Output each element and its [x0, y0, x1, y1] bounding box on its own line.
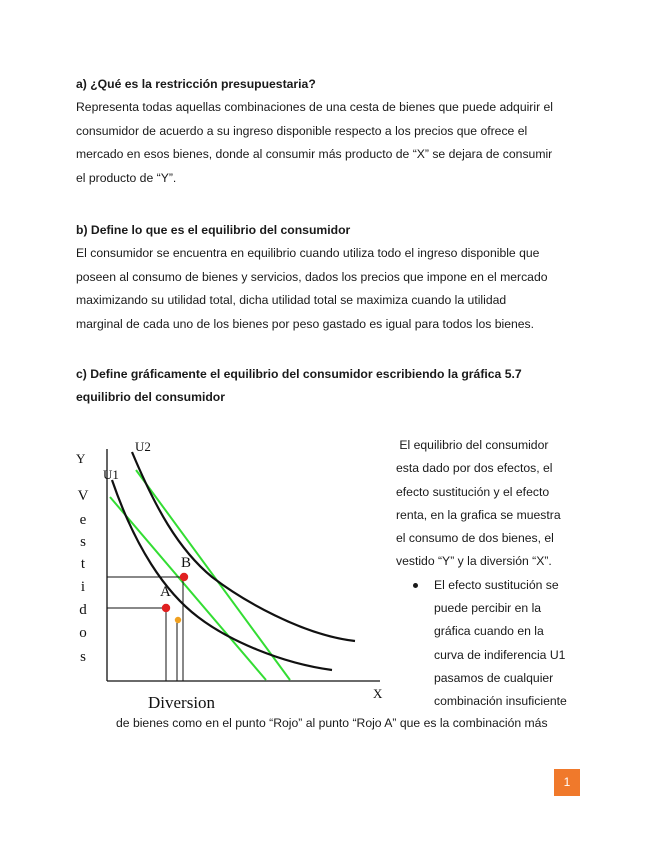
side-line: El equilibrio del consumidor — [396, 438, 549, 452]
y-label-letter: s — [80, 649, 86, 665]
bullet-item — [396, 574, 596, 714]
u2-curve — [132, 452, 355, 641]
section-a — [76, 73, 586, 190]
section-a-line: Representa todas aquellas combinaciones de una cesta de bienes que puede adquirir el — [76, 100, 553, 114]
side-line: esta dado por dos efectos, el — [396, 461, 553, 476]
bullet-line: gráfica cuando en la — [434, 624, 544, 639]
side-line: vestido “Y” y la diversión “X”. — [396, 554, 552, 569]
section-a-line: consumidor de acuerdo a su ingreso disponible respecto a los precios que ofrece el — [76, 123, 528, 138]
bullet-line: pasamos de cualquier — [434, 670, 554, 685]
section-b-line: marginal de cada uno de los bienes por peso gastado es igual para todos los bienes. — [76, 316, 535, 331]
side-line: el consumo de dos bienes, el — [396, 531, 554, 546]
bullet-line: curva de indiferencia U1 — [434, 647, 566, 662]
section-c-heading-line: equilibrio del consumidor — [76, 390, 225, 404]
section-c-heading-line: c) Define gráficamente el equilibrio del consumidor escribiendo la gráfica 5.7 — [76, 367, 522, 381]
bullet-line: combinación insuficiente — [434, 694, 567, 709]
bullet-line: puede percibir en la — [434, 601, 542, 616]
page-number-badge: 1 — [554, 769, 580, 796]
section-b-line: maximizando su utilidad total, dicha utilidad total se maximiza cuando la utilidad — [76, 293, 507, 307]
x-axis-label: Diversion — [148, 693, 216, 709]
section-b-line: poseen al consumo de bienes y servicios, dados los precios que impone en el mercado — [76, 269, 548, 284]
y-label-letter: V — [77, 488, 89, 504]
point-a — [162, 604, 170, 612]
side-line: renta, en la grafica se muestra — [396, 507, 561, 522]
u1-label: U1 — [103, 467, 119, 482]
point-orange — [175, 617, 181, 623]
y-label-letter: t — [80, 556, 86, 572]
point-b-label: B — [181, 555, 192, 571]
u2-label: U2 — [135, 439, 151, 454]
section-c — [76, 363, 586, 409]
side-text — [396, 434, 596, 714]
section-c-heading — [76, 363, 586, 409]
u1-curve — [112, 480, 332, 670]
side-line: efecto sustitución y el efecto — [396, 484, 550, 499]
section-a-line: mercado en esos bienes, donde al consumir más producto de “X” se dejara de consumir — [76, 147, 553, 161]
section-a-heading: a) ¿Qué es la restricción presupuestaria? — [76, 77, 316, 91]
point-b — [180, 573, 188, 581]
budget-line-1 — [110, 497, 266, 680]
y-label-letter: o — [79, 625, 87, 641]
y-axis-letter: Y — [76, 451, 86, 466]
point-a-label: A — [160, 584, 171, 600]
section-b-heading: b) Define lo que es el equilibrio del consumidor — [76, 223, 351, 237]
bullet-line: El efecto sustitución se — [434, 577, 559, 592]
equilibrium-graph — [70, 437, 390, 709]
continuation-line: de bienes como en el punto “Rojo” al punto “Rojo A” que es la combinación más — [116, 716, 548, 730]
y-label-letter: i — [80, 579, 86, 595]
section-b — [76, 219, 586, 336]
section-a-paragraph — [76, 96, 586, 190]
section-b-line: El consumidor se encuentra en equilibrio cuando utiliza todo el ingreso disponible que — [76, 246, 540, 260]
section-a-line: el producto de “Y”. — [76, 170, 177, 185]
section-b-paragraph — [76, 242, 586, 336]
bullet-icon — [413, 583, 418, 588]
x-axis-letter: X — [373, 686, 383, 701]
y-label-letter: s — [80, 534, 86, 550]
y-label-letter: d — [79, 602, 87, 618]
y-label-letter: e — [79, 512, 87, 528]
